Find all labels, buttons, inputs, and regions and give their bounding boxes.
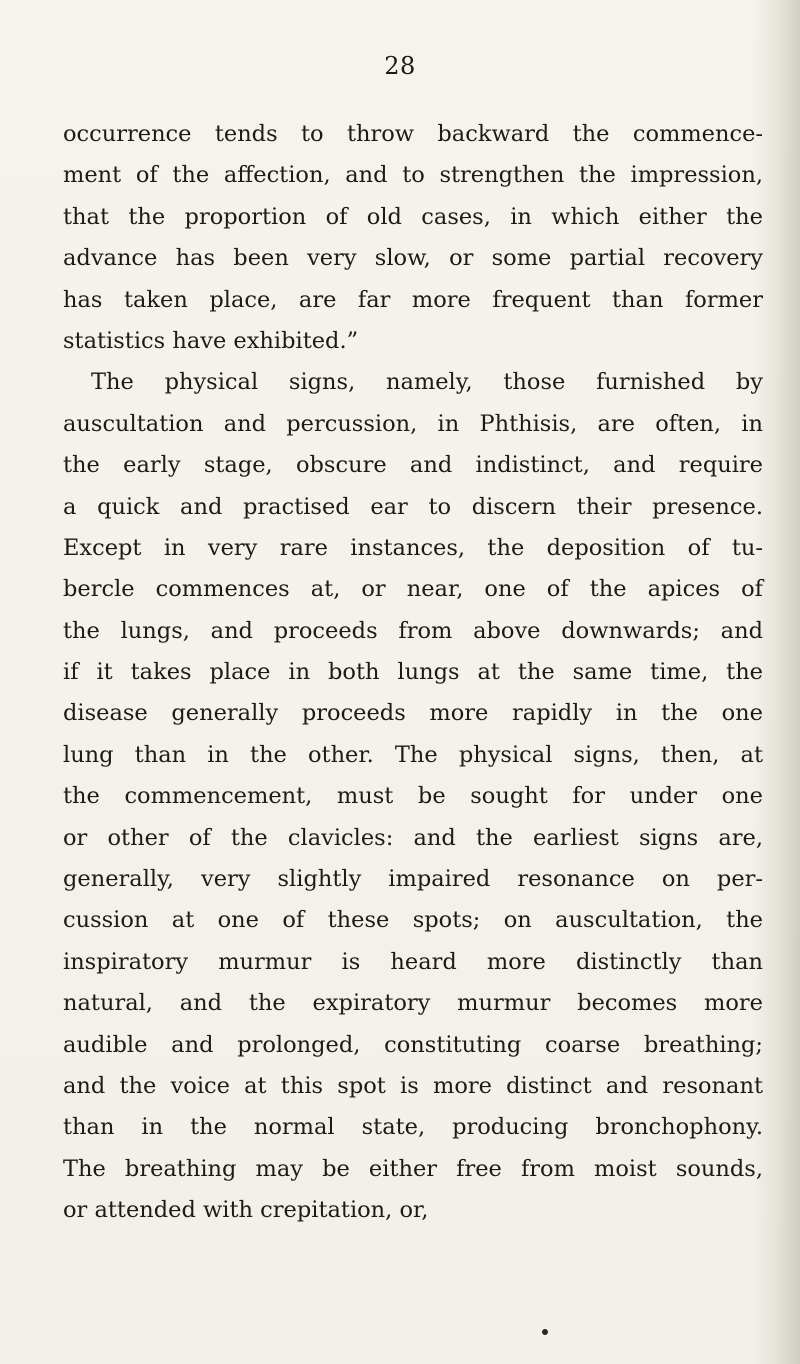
text-line: that the proportion of old cases, in which either the — [63, 203, 763, 230]
text-line: natural, and the expiratory murmur becomes more — [63, 990, 763, 1017]
text-line: or attended with crepitation, or, — [63, 1197, 429, 1224]
text-line: bercle commences at, or near, one of the apices of — [63, 576, 763, 603]
text-line: lung than in the other. The physical signs, then, at — [63, 741, 763, 768]
text-line: than in the normal state, producing bronchophony. — [63, 1114, 763, 1141]
text-line: statistics have exhibited.” — [63, 327, 359, 354]
text-line: auscultation and percussion, in Phthisis, are often, in — [63, 410, 763, 437]
text-line: the lungs, and proceeds from above downwards; and — [63, 617, 763, 644]
text-line: The breathing may be either free from moist sounds, — [63, 1155, 763, 1182]
text-line: Except in very rare instances, the deposition of tu- — [63, 534, 763, 561]
text-line: if it takes place in both lungs at the same time, the — [63, 659, 763, 686]
page-number: 28 — [384, 52, 416, 80]
text-line: has taken place, are far more frequent than former — [63, 286, 763, 313]
text-line: cussion at one of these spots; on auscultation, the — [63, 907, 763, 934]
body-text — [63, 114, 763, 1232]
printer-mark — [542, 1329, 548, 1335]
text-line: a quick and practised ear to discern their presence. — [63, 493, 763, 520]
text-line: The physical signs, namely, those furnished by — [91, 369, 763, 396]
text-line: occurrence tends to throw backward the commence- — [63, 121, 763, 147]
text-line: disease generally proceeds more rapidly in the one — [63, 700, 763, 727]
text-line: advance has been very slow, or some partial recovery — [63, 245, 763, 272]
text-line: inspiratory murmur is heard more distinctly than — [63, 948, 763, 975]
text-line: the early stage, obscure and indistinct, and require — [63, 452, 763, 479]
text-line: the commencement, must be sought for under one — [63, 783, 763, 810]
text-line: ment of the affection, and to strengthen the impression, — [63, 162, 763, 189]
text-line: and the voice at this spot is more distinct and resonant — [63, 1072, 763, 1099]
text-line: generally, very slightly impaired resonance on per- — [63, 866, 763, 893]
text-line: or other of the clavicles: and the earliest signs are, — [63, 824, 763, 851]
text-line: audible and prolonged, constituting coarse breathing; — [63, 1031, 763, 1058]
